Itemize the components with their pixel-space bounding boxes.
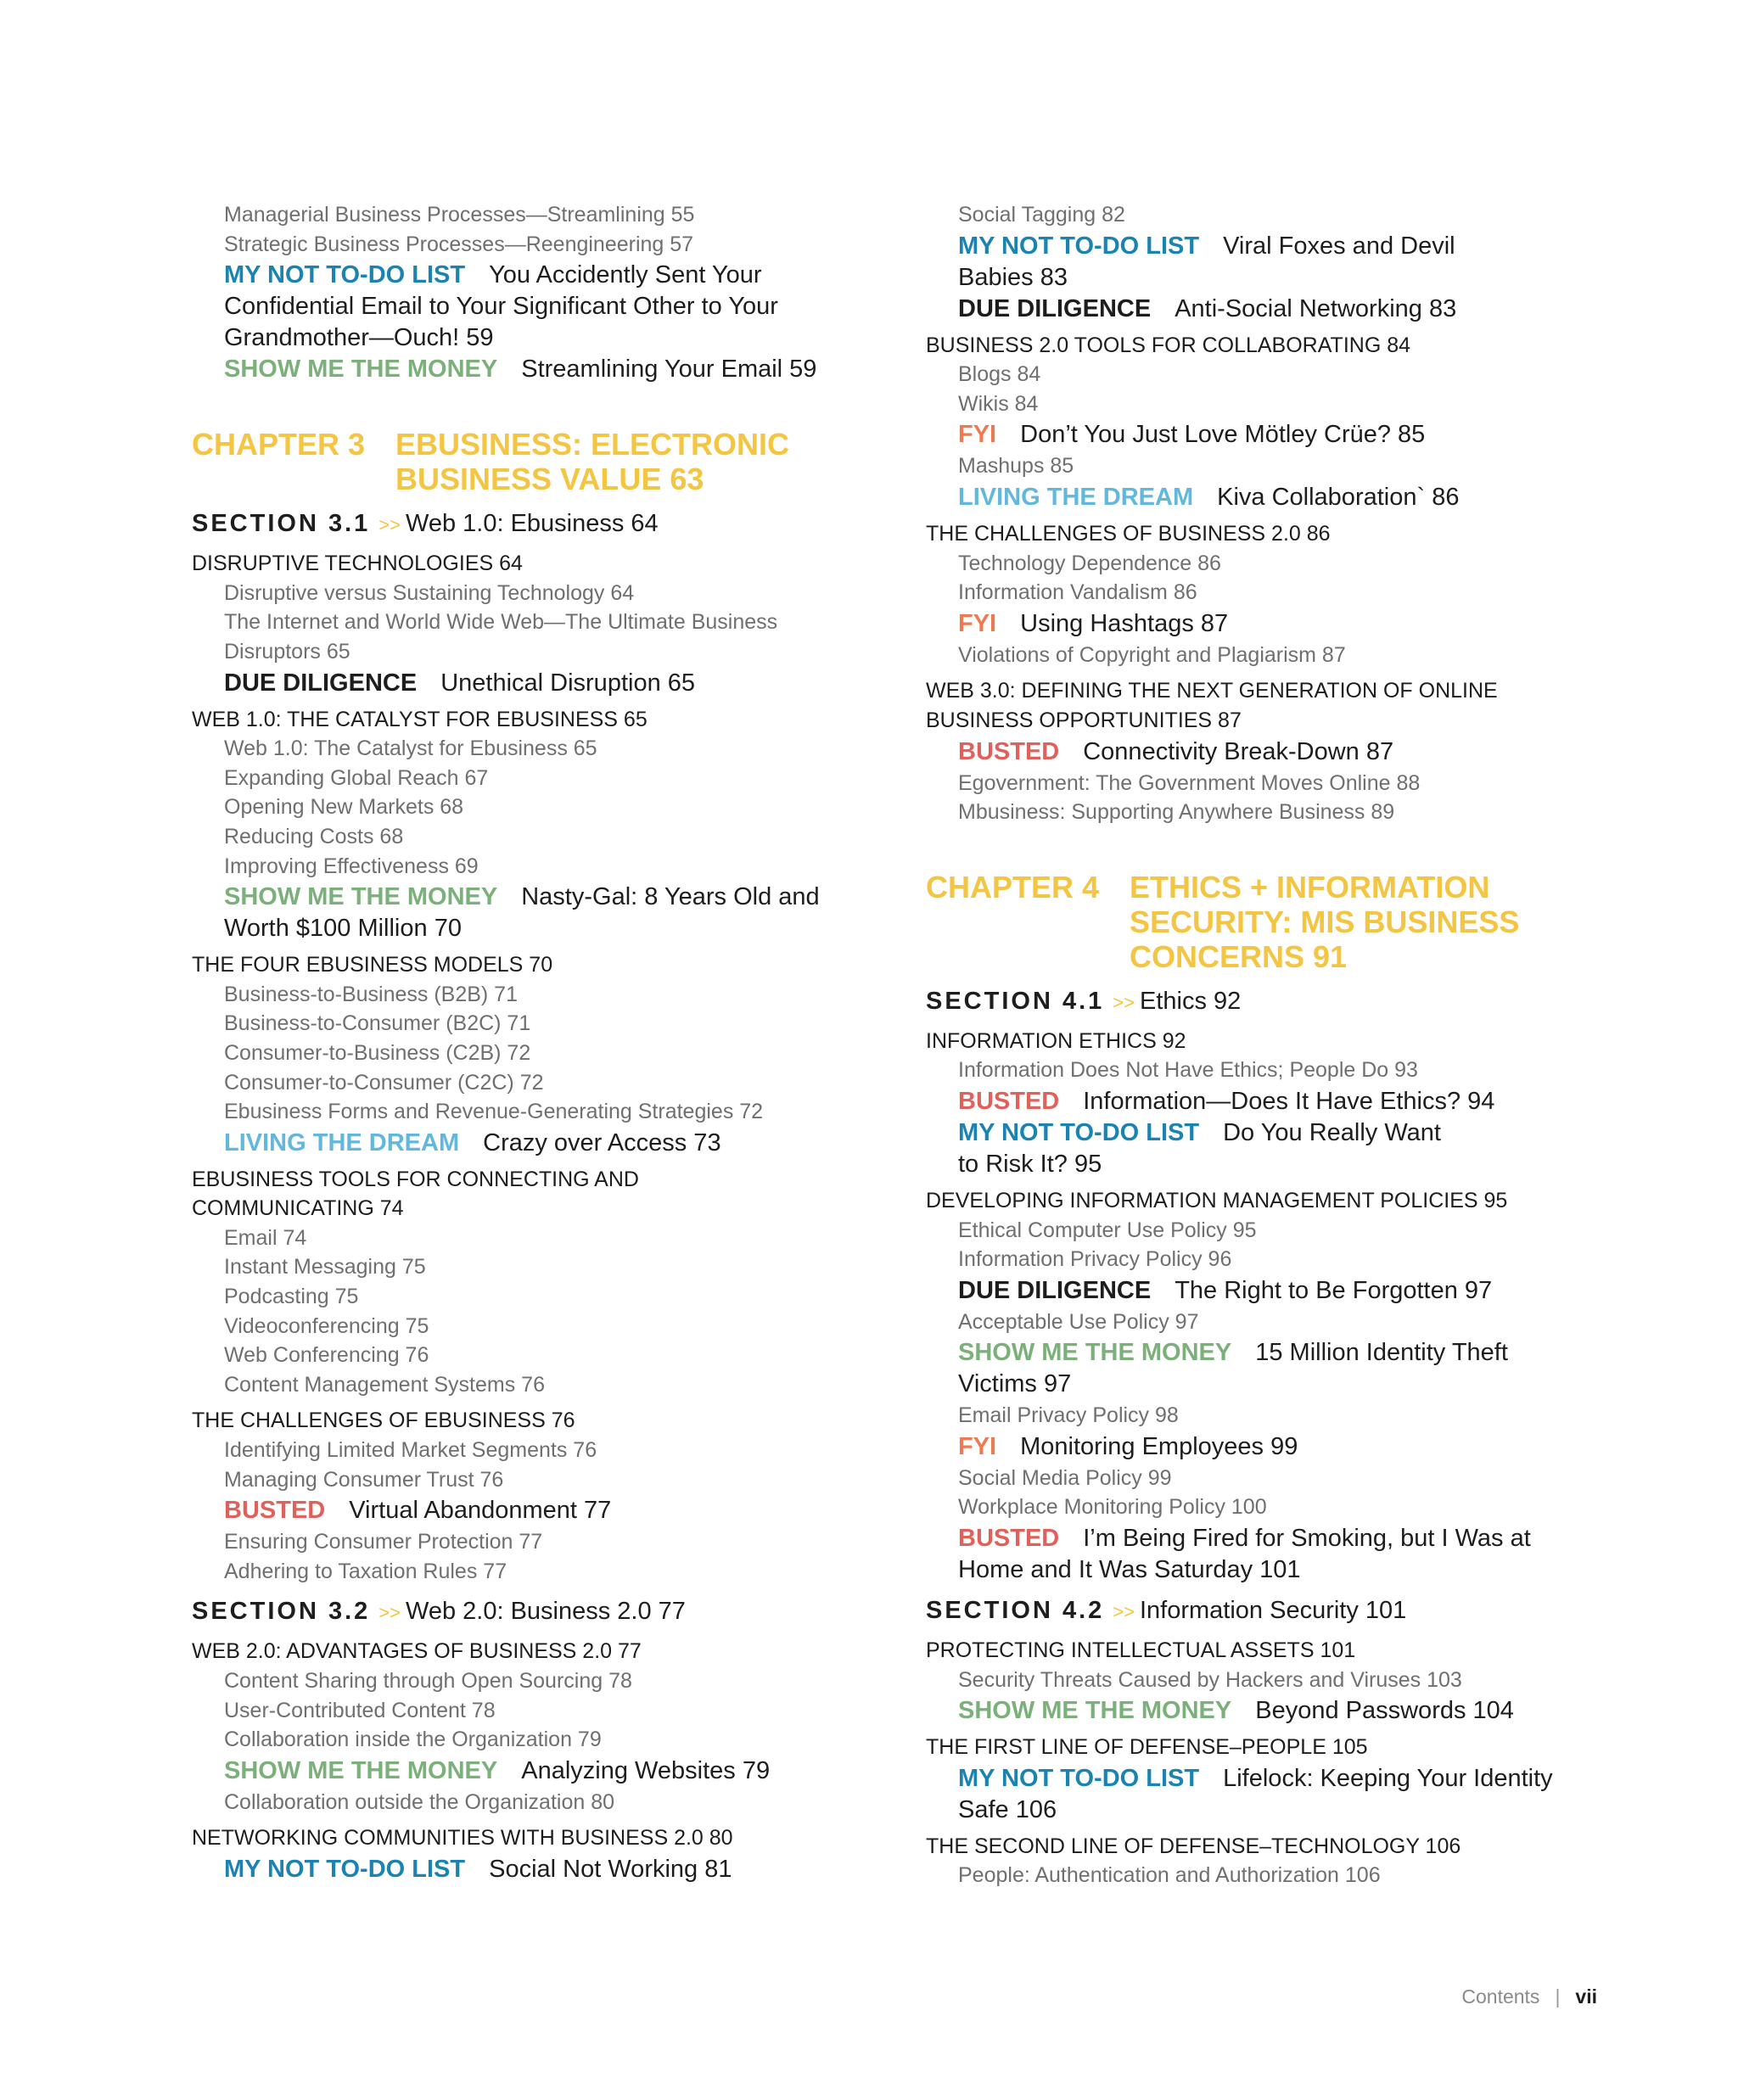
toc-entry[interactable]: Content Management Systems 76 (224, 1372, 545, 1397)
feature-show-me-the-money[interactable] (926, 1338, 1630, 1399)
feature-title: I’m Being Fired for Smoking, but I Was at (1083, 1525, 1531, 1553)
feature-my-not-to-do-list[interactable] (926, 1764, 1630, 1825)
chapter-label: CHAPTER 4 (926, 869, 1100, 904)
section-heading[interactable] (926, 984, 1630, 1020)
feature-tag: MY NOT TO-DO LIST (958, 232, 1200, 260)
toc-entry[interactable]: Security Threats Caused by Hackers and Viruses 103 (958, 1667, 1462, 1692)
feature-title-cont: Victims 97 (958, 1370, 1072, 1398)
toc-entry[interactable]: Collaboration inside the Organization 79 (224, 1728, 602, 1752)
toc-entry[interactable]: Identifying Limited Market Segments 76 (224, 1438, 597, 1463)
chapter-heading[interactable] (192, 427, 879, 496)
feature-fyi[interactable] (926, 609, 1630, 639)
toc-entry[interactable]: Social Tagging 82 (958, 203, 1125, 227)
footer-separator: | (1555, 1985, 1561, 2008)
feature-tag: MY NOT TO-DO LIST (224, 261, 466, 289)
section-title: Web 1.0: Ebusiness 64 (405, 510, 659, 538)
feature-title: Anti-Social Networking 83 (1175, 294, 1457, 322)
feature-title: Monitoring Employees 99 (1020, 1432, 1298, 1460)
feature-tag: SHOW ME THE MONEY (958, 1339, 1232, 1367)
topic-heading[interactable]: WEB 3.0: DEFINING THE NEXT GENERATION OF ONLINE (926, 679, 1498, 703)
feature-tag: MY NOT TO-DO LIST (958, 1764, 1200, 1792)
feature-title: The Right to Be Forgotten 97 (1175, 1276, 1493, 1304)
toc-entry[interactable]: Adhering to Taxation Rules 77 (224, 1559, 507, 1583)
feature-title: Crazy over Access 73 (483, 1128, 721, 1156)
section-heading[interactable] (192, 507, 879, 542)
feature-title: Virtual Abandonment 77 (349, 1497, 612, 1525)
feature-title: Social Not Working 81 (489, 1855, 732, 1883)
toc-entry[interactable]: Ensuring Consumer Protection 77 (224, 1530, 543, 1554)
feature-my-not-to-do-list[interactable] (192, 1855, 879, 1884)
feature-title: Beyond Passwords 104 (1255, 1697, 1514, 1725)
topic-heading[interactable]: NETWORKING COMMUNITIES WITH BUSINESS 2.0 80 (192, 1826, 733, 1851)
feature-tag: FYI (958, 1432, 997, 1460)
feature-tag: LIVING THE DREAM (958, 483, 1194, 511)
feature-tag: BUSTED (958, 1087, 1060, 1115)
feature-title: Information—Does It Have Ethics? 94 (1083, 1087, 1495, 1115)
toc-entry[interactable]: Managerial Business Processes—Streamlining 55 (224, 203, 695, 227)
toc-entry[interactable]: Email 74 (224, 1225, 307, 1250)
feature-tag: FYI (958, 609, 997, 637)
toc-entry[interactable]: Acceptable Use Policy 97 (958, 1309, 1199, 1334)
topic-heading[interactable]: DISRUPTIVE TECHNOLOGIES 64 (192, 552, 523, 576)
topic-heading[interactable]: EBUSINESS TOOLS FOR CONNECTING AND (192, 1167, 639, 1191)
topic-heading[interactable]: THE CHALLENGES OF BUSINESS 2.0 86 (926, 521, 1331, 546)
feature-busted[interactable] (192, 1496, 879, 1526)
feature-busted[interactable] (926, 1524, 1630, 1585)
feature-title-cont: to Risk It? 95 (958, 1150, 1102, 1178)
feature-tag: DUE DILIGENCE (224, 669, 418, 697)
feature-busted[interactable] (926, 737, 1630, 767)
feature-living-the-dream[interactable] (926, 483, 1630, 512)
feature-my-not-to-do-list[interactable] (926, 232, 1630, 293)
feature-tag: SHOW ME THE MONEY (958, 1697, 1232, 1725)
toc-right-column (926, 200, 1630, 1890)
toc-entry[interactable]: Egovernment: The Government Moves Online 88 (958, 770, 1421, 795)
feature-tag: BUSTED (224, 1497, 326, 1525)
section-label: SECTION 3.1 (192, 510, 371, 538)
topic-heading[interactable]: WEB 2.0: ADVANTAGES OF BUSINESS 2.0 77 (192, 1639, 642, 1664)
section-title: Web 2.0: Business 2.0 77 (405, 1598, 686, 1626)
feature-title: Don’t You Just Love Mötley Crüe? 85 (1020, 421, 1426, 449)
feature-show-me-the-money[interactable] (192, 355, 879, 384)
feature-tag: SHOW ME THE MONEY (224, 1756, 498, 1784)
toc-entry[interactable]: People: Authentication and Authorization 106 (958, 1863, 1381, 1888)
toc-entry[interactable]: Blogs 84 (958, 362, 1041, 387)
feature-tag: BUSTED (958, 737, 1060, 765)
toc-entry[interactable]: Collaboration outside the Organization 80 (224, 1789, 615, 1814)
feature-busted[interactable] (926, 1087, 1630, 1117)
topic-heading[interactable]: THE CHALLENGES OF EBUSINESS 76 (192, 1408, 575, 1433)
toc-entry[interactable]: Improving Effectiveness 69 (224, 854, 479, 878)
chapter-title: EBUSINESS: ELECTRONIC (395, 427, 790, 462)
toc-entry[interactable]: Managing Consumer Trust 76 (224, 1467, 504, 1492)
feature-fyi[interactable] (926, 1432, 1630, 1462)
feature-my-not-to-do-list[interactable] (926, 1118, 1630, 1179)
toc-entry[interactable]: Strategic Business Processes—Reengineering 57 (224, 232, 694, 256)
feature-show-me-the-money[interactable] (192, 1756, 879, 1786)
toc-entry[interactable]: Information Vandalism 86 (958, 580, 1197, 605)
feature-title-cont: Safe 106 (958, 1795, 1057, 1823)
section-label: SECTION 4.1 (926, 987, 1105, 1015)
feature-tag: LIVING THE DREAM (224, 1128, 460, 1156)
feature-title: Lifelock: Keeping Your Identity (1223, 1764, 1553, 1792)
section-heading[interactable] (192, 1594, 879, 1630)
feature-title: Kiva Collaboration` 86 (1217, 483, 1460, 511)
toc-entry[interactable]: Opening New Markets 68 (224, 795, 464, 820)
section-heading[interactable] (926, 1593, 1630, 1629)
chapter-title-cont: BUSINESS VALUE 63 (395, 462, 704, 497)
chapter-title-cont: SECURITY: MIS BUSINESS (1130, 904, 1520, 939)
feature-title-cont: Home and It Was Saturday 101 (958, 1556, 1301, 1584)
toc-entry[interactable]: Reducing Costs 68 (224, 824, 404, 848)
feature-tag: SHOW ME THE MONEY (224, 356, 498, 384)
topic-heading-cont[interactable]: BUSINESS OPPORTUNITIES 87 (926, 708, 1242, 732)
feature-tag: DUE DILIGENCE (958, 294, 1152, 322)
feature-due-diligence[interactable] (926, 294, 1630, 324)
topic-heading[interactable]: BUSINESS 2.0 TOOLS FOR COLLABORATING 84 (926, 333, 1411, 357)
toc-entry[interactable]: Information Does Not Have Ethics; People Do 93 (958, 1058, 1418, 1083)
toc-entry[interactable]: The Internet and World Wide Web—The Ultimate Business (224, 610, 778, 635)
toc-entry[interactable]: Instant Messaging 75 (224, 1255, 426, 1280)
toc-entry[interactable]: Content Sharing through Open Sourcing 78 (224, 1669, 632, 1693)
toc-entry[interactable]: Disruptive versus Sustaining Technology 64 (224, 580, 635, 605)
feature-show-me-the-money[interactable] (192, 882, 879, 944)
feature-tag: BUSTED (958, 1525, 1060, 1553)
feature-due-diligence[interactable] (192, 669, 879, 698)
toc-entry[interactable]: Videoconferencing 75 (224, 1313, 429, 1338)
chevron-right-icon: >> (378, 514, 401, 536)
feature-title: Unethical Disruption 65 (440, 669, 696, 697)
toc-entry[interactable]: Information Privacy Policy 96 (958, 1247, 1232, 1272)
feature-tag: DUE DILIGENCE (958, 1276, 1152, 1304)
toc-entry[interactable]: Consumer-to-Business (C2B) 72 (224, 1040, 531, 1065)
chapter-title-cont: CONCERNS 91 (1130, 938, 1348, 974)
toc-entry[interactable]: Mbusiness: Supporting Anywhere Business 89 (958, 800, 1395, 825)
feature-my-not-to-do-list[interactable] (192, 260, 879, 353)
feature-fyi[interactable] (926, 420, 1630, 450)
topic-heading[interactable]: THE FOUR EBUSINESS MODELS 70 (192, 953, 553, 977)
toc-entry[interactable]: Web Conferencing 76 (224, 1343, 429, 1368)
toc-entry[interactable]: Ebusiness Forms and Revenue-Generating Strategies 72 (224, 1100, 764, 1124)
page-footer (1461, 1985, 1597, 2008)
chapter-title: ETHICS + INFORMATION (1130, 869, 1490, 904)
topic-heading[interactable]: THE FIRST LINE OF DEFENSE–PEOPLE 105 (926, 1735, 1368, 1760)
toc-entry[interactable]: Wikis 84 (958, 391, 1039, 416)
feature-title-cont: Babies 83 (958, 263, 1068, 291)
feature-show-me-the-money[interactable] (926, 1696, 1630, 1726)
feature-title-cont: Confidential Email to Your Significant Other to Your (224, 293, 778, 321)
feature-title: Connectivity Break-Down 87 (1083, 737, 1394, 765)
toc-entry[interactable]: Business-to-Consumer (B2C) 71 (224, 1011, 531, 1036)
section-title: Information Security 101 (1139, 1597, 1407, 1625)
feature-title: Analyzing Websites 79 (521, 1756, 771, 1784)
chapter-label: CHAPTER 3 (192, 427, 366, 462)
topic-heading[interactable]: PROTECTING INTELLECTUAL ASSETS 101 (926, 1638, 1356, 1663)
toc-entry[interactable]: Email Privacy Policy 98 (958, 1403, 1179, 1428)
chevron-right-icon: >> (1113, 991, 1135, 1013)
chapter-heading[interactable] (926, 870, 1630, 974)
toc-entry-cont[interactable]: Disruptors 65 (224, 639, 350, 664)
toc-entry[interactable]: Business-to-Business (B2B) 71 (224, 982, 518, 1006)
toc-entry[interactable]: Ethical Computer Use Policy 95 (958, 1218, 1257, 1242)
chevron-right-icon: >> (1113, 1601, 1135, 1623)
topic-heading[interactable]: DEVELOPING INFORMATION MANAGEMENT POLICIES 95 (926, 1188, 1508, 1212)
toc-entry[interactable]: Violations of Copyright and Plagiarism 87 (958, 642, 1346, 667)
feature-tag: FYI (958, 421, 997, 449)
toc-entry[interactable]: User-Contributed Content 78 (224, 1698, 496, 1722)
topic-heading-cont[interactable]: COMMUNICATING 74 (192, 1196, 404, 1221)
feature-title: Do You Really Want (1223, 1118, 1441, 1146)
feature-tag: MY NOT TO-DO LIST (958, 1118, 1200, 1146)
toc-left-column (192, 200, 879, 1886)
feature-tag: SHOW ME THE MONEY (224, 883, 498, 911)
topic-heading[interactable]: WEB 1.0: THE CATALYST FOR EBUSINESS 65 (192, 707, 648, 731)
feature-title-cont: Grandmother—Ouch! 59 (224, 324, 494, 352)
section-title: Ethics 92 (1139, 987, 1242, 1015)
feature-title: Nasty-Gal: 8 Years Old and (521, 883, 820, 911)
section-label: SECTION 4.2 (926, 1597, 1105, 1625)
toc-entry[interactable]: Consumer-to-Consumer (C2C) 72 (224, 1070, 544, 1095)
feature-tag: MY NOT TO-DO LIST (224, 1855, 466, 1883)
topic-heading[interactable]: INFORMATION ETHICS 92 (926, 1028, 1186, 1053)
toc-entry[interactable]: Workplace Monitoring Policy 100 (958, 1495, 1267, 1520)
footer-label: Contents (1461, 1985, 1540, 2008)
feature-due-diligence[interactable] (926, 1276, 1630, 1306)
toc-entry[interactable]: Web 1.0: The Catalyst for Ebusiness 65 (224, 736, 597, 761)
toc-entry[interactable]: Expanding Global Reach 67 (224, 765, 489, 790)
feature-title-cont: Worth $100 Million 70 (224, 915, 462, 943)
chevron-right-icon: >> (378, 1602, 401, 1624)
feature-title: Viral Foxes and Devil (1223, 232, 1455, 260)
toc-entry[interactable]: Technology Dependence 86 (958, 551, 1221, 575)
feature-title: Using Hashtags 87 (1020, 609, 1229, 637)
toc-entry[interactable]: Podcasting 75 (224, 1285, 359, 1309)
page-number: vii (1575, 1985, 1597, 2008)
toc-entry[interactable]: Social Media Policy 99 (958, 1465, 1172, 1490)
feature-title: You Accidently Sent Your (489, 261, 762, 289)
feature-title: Streamlining Your Email 59 (521, 356, 817, 384)
topic-heading[interactable]: THE SECOND LINE OF DEFENSE–TECHNOLOGY 106 (926, 1834, 1461, 1858)
section-label: SECTION 3.2 (192, 1598, 371, 1626)
feature-title: 15 Million Identity Theft (1255, 1339, 1508, 1367)
toc-entry[interactable]: Mashups 85 (958, 454, 1074, 479)
feature-living-the-dream[interactable] (192, 1128, 879, 1158)
